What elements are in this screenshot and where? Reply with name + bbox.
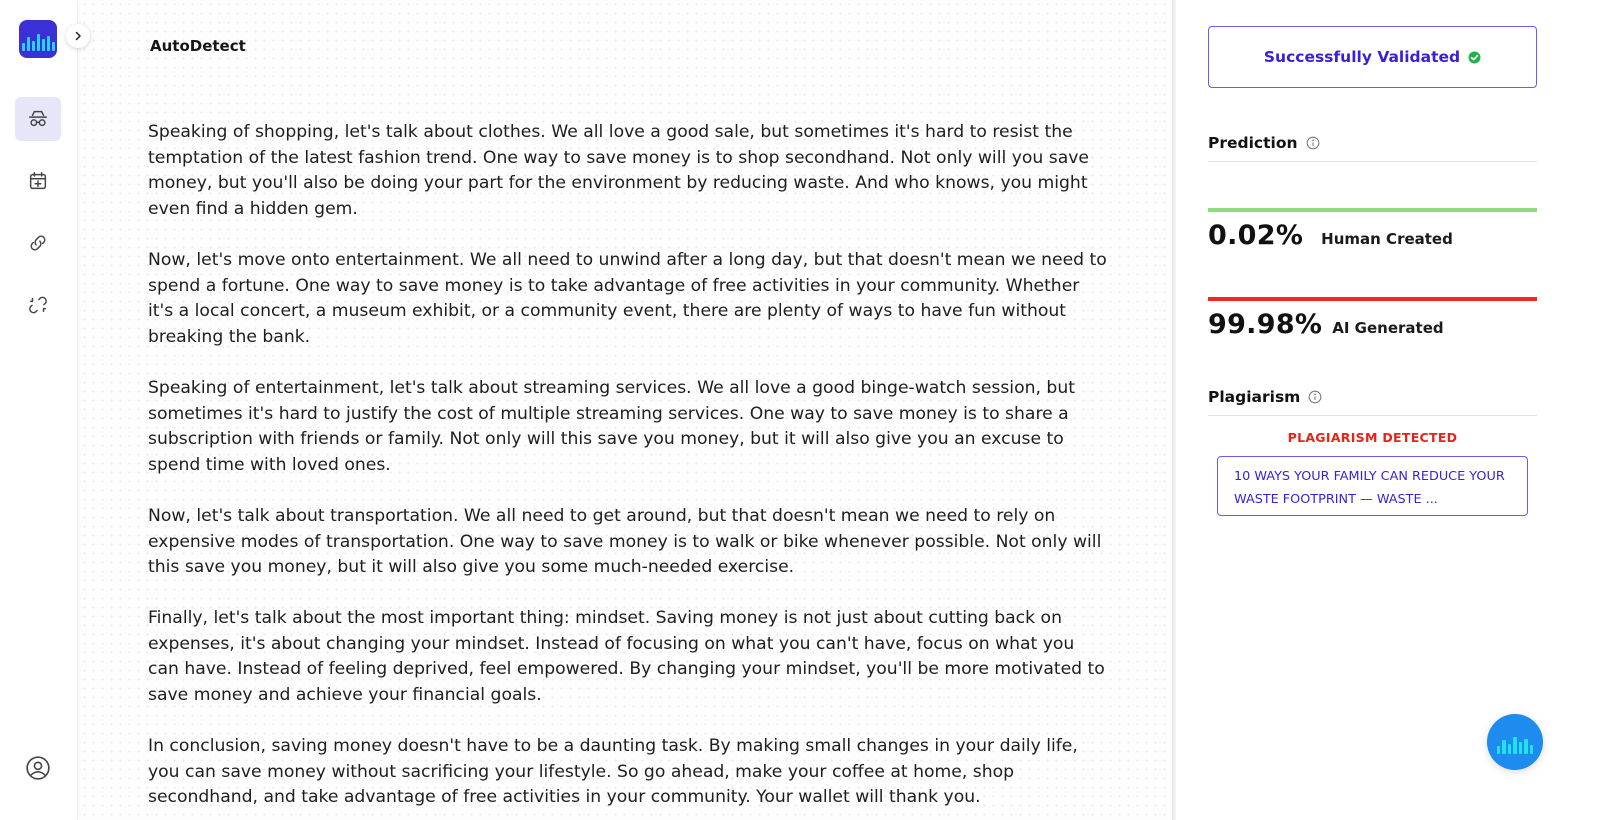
fab-logo-icon: [1497, 746, 1501, 754]
plagiarism-heading: [1208, 386, 1537, 416]
paragraph: Speaking of shopping, let's talk about clothes. We all love a good sale, but sometimes it's hard to resist the temptation of the latest fashion trend. One way to save money is to shop secondhand. Not only will you save money, but you'll also be doing your part for the environment by reducing waste. And who knows, you might even find a hidden gem.: [148, 122, 1089, 219]
broken-link-icon: [27, 294, 49, 316]
results-panel: [1176, 0, 1600, 820]
sidebar-item-schedule[interactable]: [15, 159, 61, 203]
plagiarism-status: PLAGIARISM DETECTED: [1287, 430, 1458, 445]
chevron-right-icon: [72, 30, 84, 42]
validation-status-button[interactable]: [1208, 26, 1537, 88]
ai-score-bar: [1208, 297, 1537, 301]
info-icon[interactable]: [1306, 136, 1320, 150]
incognito-icon: [27, 108, 49, 130]
human-created-metric: [1208, 208, 1537, 251]
document-text: [148, 120, 1108, 820]
sidebar: [0, 0, 78, 820]
assistant-fab-button[interactable]: [1487, 714, 1543, 770]
paragraph: In conclusion, saving money doesn't have to be a daunting task. By making small changes in your daily life, you can save money without sacrificing your lifestyle. So go ahead, make your coffee at home, shop secondhand, and take advantage of free activities in your community. Your wallet will thank you.: [148, 736, 1078, 808]
human-percentage: 0.02%: [1208, 220, 1304, 251]
app-logo-icon[interactable]: [19, 20, 57, 58]
ai-label: AI Generated: [1332, 319, 1444, 337]
sidebar-item-detect[interactable]: [15, 97, 61, 141]
sidebar-item-unlink[interactable]: [15, 283, 61, 327]
ai-generated-metric: [1208, 297, 1537, 340]
sidebar-item-links[interactable]: [15, 221, 61, 265]
prediction-title: Prediction: [1208, 133, 1298, 152]
ai-percentage: 99.98%: [1208, 309, 1323, 340]
plagiarism-source-link[interactable]: 10 WAYS YOUR FAMILY CAN REDUCE YOUR WASTE FOOTPRINT — WASTE ...: [1217, 456, 1528, 516]
paragraph: Now, let's move onto entertainment. We all need to unwind after a long day, but that doesn't mean we need to spend a fortune. One way to save money is to take advantage of free activities in your community. Whether it's a local concert, a museum exhibit, or a community event, there are plenty of ways to have fun without breaking the bank.: [148, 249, 1107, 347]
app-title: AutoDetect: [150, 37, 246, 55]
paragraph: Now, let's talk about transportation. We all need to get around, but that doesn't mean we need to rely on expensive modes of transportation. One way to save money is to walk or bike whenever possible. Not only will this save you money, but it will also give you some much-needed exercise.: [148, 505, 1102, 578]
account-button[interactable]: [15, 746, 61, 790]
main-content: [80, 0, 1172, 820]
link-icon: [27, 232, 49, 254]
paragraph: Finally, let's talk about the most important thing: mindset. Saving money is not just about cutting back on expenses, it's about changing your mindset. Instead of focusing on what you can't have, focus on what you can have. Instead of feeling deprived, feel empowered. By changing your mindset, you'll be more motivated to save money and achieve your financial goals.: [148, 608, 1105, 706]
check-circle-icon: [1468, 51, 1481, 64]
human-label: Human Created: [1321, 230, 1453, 248]
human-score-bar: [1208, 208, 1537, 212]
calendar-add-icon: [27, 170, 49, 192]
plagiarism-title: Plagiarism: [1208, 387, 1301, 406]
paragraph: Speaking of entertainment, let's talk about streaming services. We all love a good binge-watch session, but sometimes it's hard to justify the cost of multiple streaming services. One way to save money is to share a subscription with friends or family. Not only will this save you money, but it will also give you an excuse to spend time with loved ones.: [148, 377, 1075, 475]
validation-label: Successfully Validated: [1263, 48, 1461, 66]
sidebar-expand-button[interactable]: [66, 24, 90, 48]
prediction-heading: [1208, 132, 1537, 162]
user-account-icon: [25, 755, 51, 781]
info-icon[interactable]: [1308, 390, 1322, 404]
